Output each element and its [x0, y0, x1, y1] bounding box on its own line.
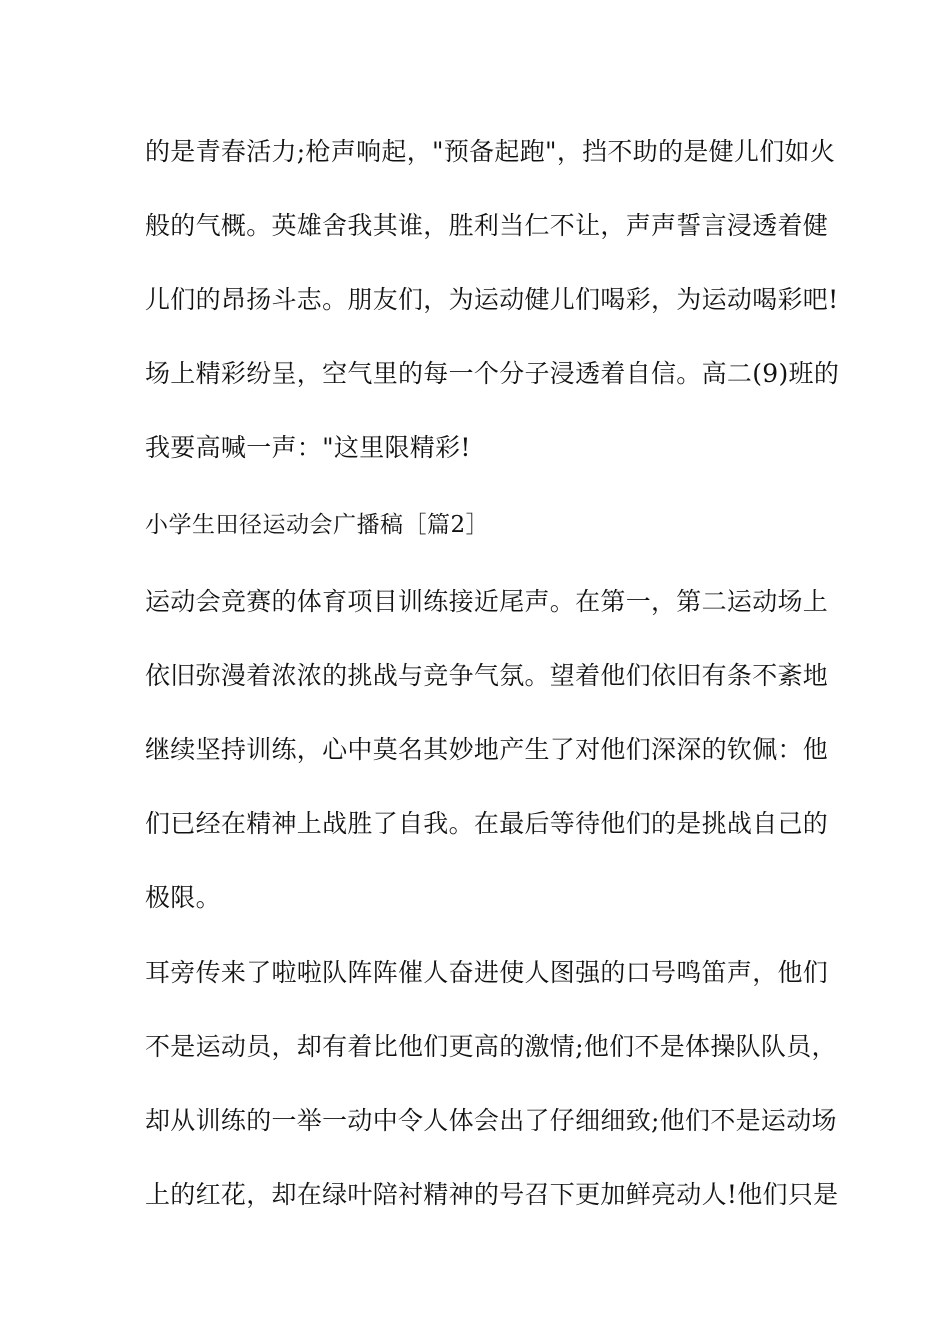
- paragraph-3-line-4: 上的红花，却在绿叶陪衬精神的号召下更加鲜亮动人!他们只是: [145, 1180, 839, 1209]
- section-heading: 小学生田径运动会广播稿［篇2］: [145, 512, 490, 538]
- paragraph-3-line-3: 却从训练的一举一动中令人体会出了仔细细致;他们不是运动场: [145, 1106, 837, 1135]
- paragraph-2-line-4: 们已经在精神上战胜了自我。在最后等待他们的是挑战自己的: [145, 809, 829, 838]
- paragraph-3-line-2: 不是运动员，却有着比他们更高的激情;他们不是体操队队员，: [145, 1032, 837, 1061]
- paragraph-2-line-5: 极限。: [145, 883, 221, 912]
- paragraph-1-line-3: 儿们的昂扬斗志。朋友们，为运动健儿们喝彩，为运动喝彩吧!: [145, 285, 839, 314]
- paragraph-1-line-2: 般的气概。英雄舍我其谁，胜利当仁不让，声声誓言浸透着健: [145, 211, 829, 240]
- paragraph-2-line-2: 依旧弥漫着浓浓的挑战与竞争气氛。望着他们依旧有条不紊地: [145, 661, 829, 690]
- paragraph-1-line-4: 场上精彩纷呈，空气里的每一个分子浸透着自信。高二(9)班的: [145, 359, 840, 388]
- paragraph-2-line-1: 运动会竞赛的体育项目训练接近尾声。在第一，第二运动场上: [145, 587, 829, 616]
- paragraph-1-line-1: 的是青春活力;枪声响起，"预备起跑"，挡不助的是健儿们如火: [145, 137, 836, 166]
- paragraph-3-line-1: 耳旁传来了啦啦队阵阵催人奋进使人图强的口号鸣笛声，他们: [145, 958, 829, 987]
- paragraph-2-line-3: 继续坚持训练，心中莫名其妙地产生了对他们深深的钦佩：他: [145, 735, 829, 764]
- paragraph-1-line-5: 我要高喊一声："这里限精彩!: [145, 433, 471, 462]
